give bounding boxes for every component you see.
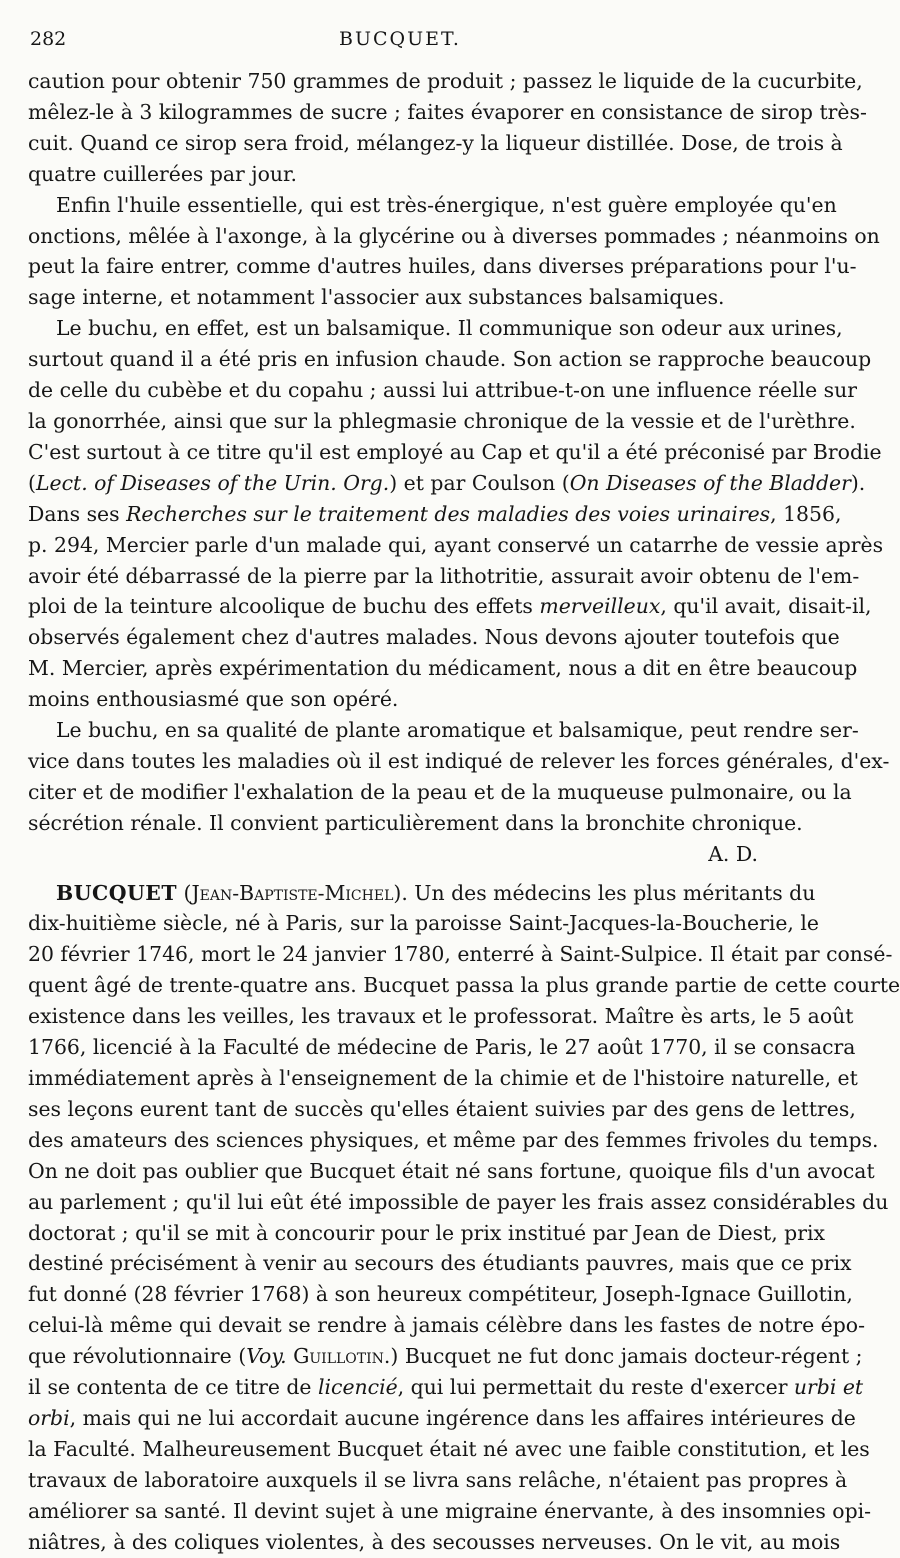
text-line: caution pour obtenir 750 grammes de produit ; passez le liquide de la cucurbite, bbox=[28, 69, 863, 93]
text-fragment: que révolutionnaire ( bbox=[28, 1344, 247, 1369]
text-line: sage interne, et notamment l'associer aux substances balsamiques. bbox=[28, 285, 725, 310]
cited-work-title: Lect. of Diseases of the Urin. Org. bbox=[35, 470, 390, 495]
paragraph-balsamique bbox=[28, 313, 884, 715]
text-line: sécrétion rénale. Il convient particulièrement dans la bronchite chronique. bbox=[28, 810, 803, 835]
article-first-line bbox=[28, 878, 816, 909]
text-fragment: Dans ses bbox=[28, 501, 127, 526]
text-line: observés également chez d'autres malades. Nous devons ajouter toutefois que bbox=[28, 625, 840, 650]
text-fragment: .) Bucquet ne fut donc jamais docteur-régent ; bbox=[383, 1344, 863, 1369]
text-line: de celle du cubèbe et du copahu ; aussi lui attribue-t-on une influence réelle sur bbox=[28, 378, 858, 403]
text-line: doctorat ; qu'il se mit à concourir pour le prix institué par Jean de Diest, prix bbox=[28, 1220, 826, 1245]
paragraph-usages bbox=[28, 715, 890, 870]
text-line: onctions, mêlée à l'axonge, à la glycérine ou à diverses pommades ; néanmoins on bbox=[28, 223, 880, 248]
text-line: citer et de modifier l'exhalation de la peau et de la muqueuse pulmonaire, ou la bbox=[28, 779, 852, 804]
author-signature: A. D. bbox=[708, 841, 758, 866]
text-line: la Faculté. Malheureusement Bucquet était né avec une faible constitution, et les bbox=[28, 1436, 870, 1461]
text-line: immédiatement après à l'enseignement de la chimie et de l'histoire naturelle, et bbox=[28, 1066, 858, 1090]
section-gap bbox=[28, 870, 764, 878]
see-also-label: Voy. bbox=[246, 1344, 287, 1369]
text-line: dix-huitième siècle, né à Paris, sur la paroisse Saint-Jacques-la-Boucherie, le bbox=[28, 911, 819, 936]
text-line-emphasis bbox=[28, 591, 872, 622]
text-line: moins enthousiasmé que son opéré. bbox=[28, 687, 399, 712]
text-line: peut la faire entrer, comme d'autres huiles, dans diverses préparations pour l'u- bbox=[28, 254, 857, 279]
running-head: BUCQUET. bbox=[339, 28, 461, 50]
text-fragment: , 1856, bbox=[770, 501, 842, 526]
text-line: destiné précisément à venir au secours des étudiants pauvres, mais que ce prix bbox=[28, 1251, 852, 1276]
text-fragment: Un des médecins les plus méritants du bbox=[407, 880, 816, 905]
paragraph-sirop bbox=[28, 66, 867, 190]
paragraph-huile-essentielle bbox=[28, 190, 880, 314]
emphasis: urbi et bbox=[793, 1375, 864, 1400]
text-fragment: ). bbox=[393, 880, 408, 905]
text-line: quent âgé de trente-quatre ans. Bucquet passa la plus grande partie de cette courte bbox=[28, 973, 900, 998]
emphasis: merveilleux bbox=[539, 594, 661, 619]
text-line-emphasis bbox=[28, 1372, 864, 1403]
text-line: quatre cuillerées par jour. bbox=[28, 161, 298, 186]
article-bucquet bbox=[28, 878, 900, 1558]
text-line: ses leçons eurent tant de succès qu'elles étaient suivies par des gens de lettres, bbox=[28, 1096, 856, 1121]
text-fragment: ( bbox=[28, 470, 36, 495]
text-line: Enfin l'huile essentielle, qui est très-énergique, n'est guère employée qu'en bbox=[56, 192, 837, 217]
text-line-emphasis bbox=[28, 1403, 856, 1434]
text-line: mêlez-le à 3 kilogrammes de sucre ; faites évaporer en consistance de sirop très- bbox=[28, 99, 867, 124]
text-fragment: ( bbox=[177, 880, 192, 905]
text-fragment: ) et par Coulson ( bbox=[389, 470, 570, 495]
text-line: Le buchu, en sa qualité de plante aromatique et balsamique, peut rendre ser- bbox=[56, 718, 859, 743]
text-fragment: , qu'il avait, disait-il, bbox=[660, 594, 872, 619]
cited-work-title: On Diseases of the Bladder bbox=[569, 470, 851, 495]
text-fragment: il se contenta de ce titre de bbox=[28, 1375, 318, 1400]
cross-reference: Guillotin bbox=[293, 1344, 384, 1369]
text-line: C'est surtout à ce titre qu'il est employé au Cap et qu'il a été préconisé par Brodie bbox=[28, 439, 882, 464]
text-line: la gonorrhée, ainsi que sur la phlegmasie chronique de la vessie et de l'urèthre. bbox=[28, 408, 856, 433]
text-line: surtout quand il a été pris en infusion chaude. Son action se rapproche beaucoup bbox=[28, 347, 872, 372]
text-fragment: ploi de la teinture alcoolique de buchu des effets bbox=[28, 594, 540, 619]
text-line: des amateurs des sciences physiques, et même par des femmes frivoles du temps. bbox=[28, 1127, 879, 1152]
text-line: p. 294, Mercier parle d'un malade qui, ayant conservé un catarrhe de vessie après bbox=[28, 532, 884, 557]
text-line: Le buchu, en effet, est un balsamique. Il communique son odeur aux urines, bbox=[56, 316, 843, 341]
text-line: celui-là même qui devait se rendre à jamais célèbre dans les fastes de notre épo- bbox=[28, 1313, 865, 1338]
emphasis: orbi bbox=[28, 1405, 70, 1430]
entry-given-names: Jean-Baptiste-Michel bbox=[191, 880, 394, 905]
text-line: cuit. Quand ce sirop sera froid, mélangez-y la liqueur distillée. Dose, de trois à bbox=[28, 130, 843, 155]
text-line: M. Mercier, après expérimentation du médicament, nous a dit en être beaucoup bbox=[28, 656, 858, 681]
text-fragment: , qui lui permettait du reste d'exercer bbox=[397, 1375, 794, 1400]
text-line: niâtres, à des coliques violentes, à des secousses nerveuses. On le vit, au mois bbox=[28, 1529, 841, 1554]
text-line: avoir été débarrassé de la pierre par la lithotritie, assurait avoir obtenu de l'em- bbox=[28, 563, 860, 588]
text-line-citation bbox=[28, 499, 842, 530]
text-line: au parlement ; qu'il lui eût été impossible de payer les frais assez considérables du bbox=[28, 1189, 889, 1214]
page-header bbox=[30, 28, 770, 58]
text-line: 20 février 1746, mort le 24 janvier 1780, enterré à Saint-Sulpice. Il était par consé- bbox=[28, 942, 893, 967]
page-number: 282 bbox=[30, 28, 67, 50]
emphasis: licencié bbox=[317, 1375, 398, 1400]
text-line-citations bbox=[28, 468, 866, 499]
text-line: existence dans les veilles, les travaux et le professorat. Maître ès arts, le 5 août bbox=[28, 1004, 854, 1029]
text-line: 1766, licencié à la Faculté de médecine de Paris, le 27 août 1770, il se consacra bbox=[28, 1035, 856, 1060]
text-line: On ne doit pas oublier que Bucquet était né sans fortune, quoique fils d'un avocat bbox=[28, 1158, 875, 1183]
text-fragment: , mais qui ne lui accordait aucune ingérence dans les affaires intérieures de bbox=[69, 1405, 856, 1430]
text-line: travaux de laboratoire auxquels il se livra sans relâche, n'étaient pas propres à bbox=[28, 1467, 848, 1492]
text-line-cross-reference bbox=[28, 1341, 863, 1372]
cited-work-title: Recherches sur le traitement des maladies des voies urinaires bbox=[126, 501, 771, 526]
text-fragment: ). bbox=[850, 470, 866, 495]
entry-headword: BUCQUET bbox=[56, 880, 178, 905]
body-text bbox=[28, 66, 900, 1558]
text-line: vice dans toutes les maladies où il est indiqué de relever les forces générales, d'ex- bbox=[28, 748, 890, 773]
text-line: fut donné (28 février 1768) à son heureux compétiteur, Joseph-Ignace Guillotin, bbox=[28, 1282, 853, 1307]
text-line: améliorer sa santé. Il devint sujet à une migraine énervante, à des insomnies opi- bbox=[28, 1498, 872, 1523]
